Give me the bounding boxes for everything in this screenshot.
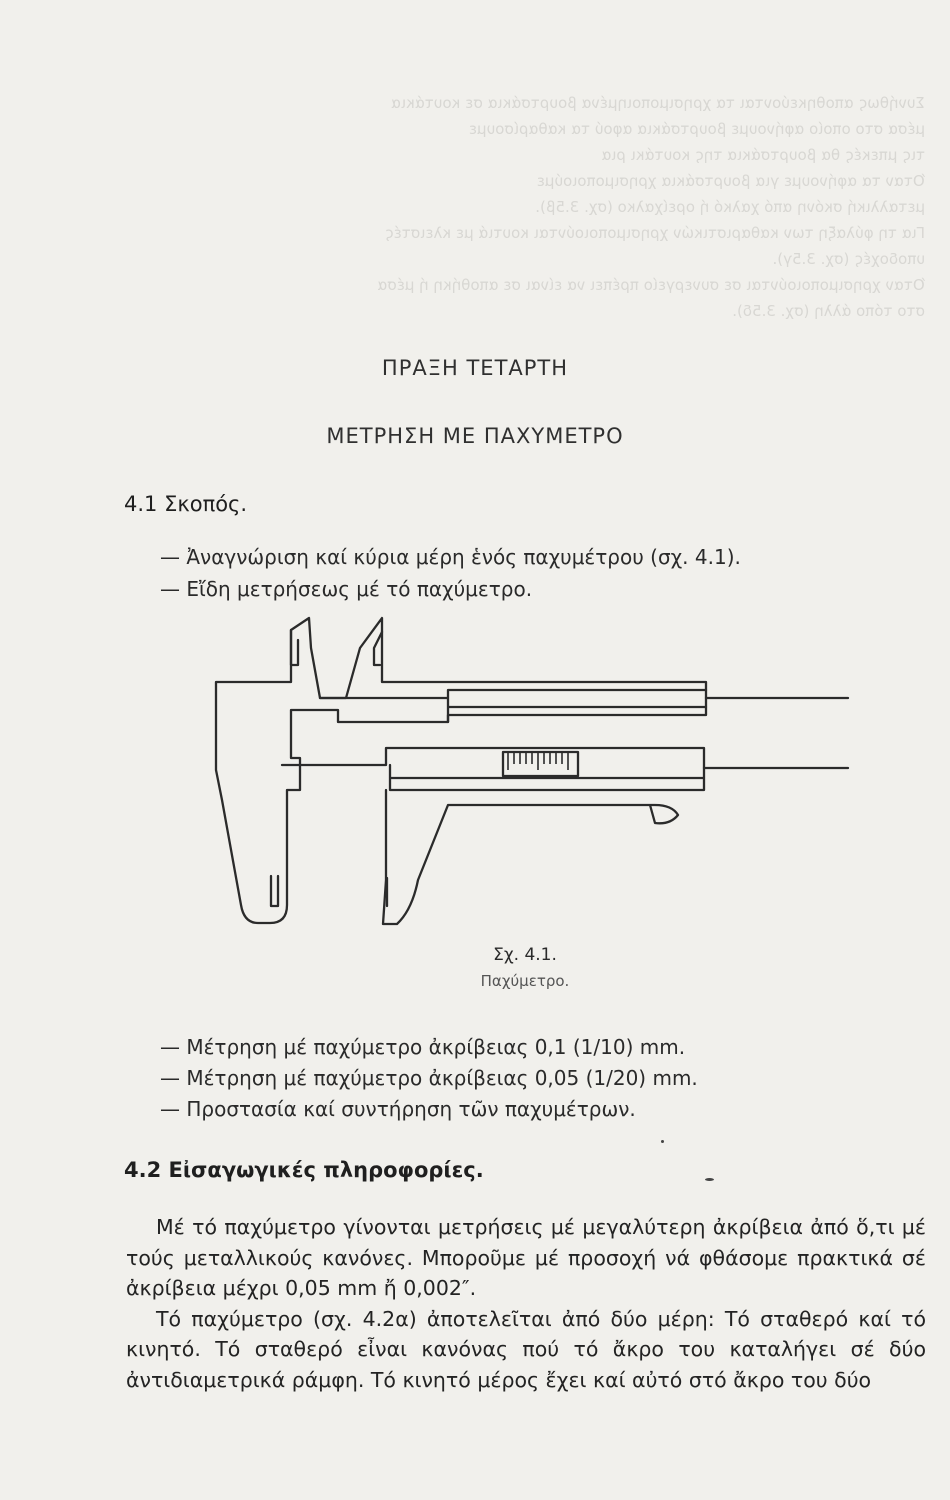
practice-title: ΠΡΑΞΗ ΤΕΤΑΡΤΗ [381,356,569,380]
fixed-jaw-frame [216,618,706,923]
bleed-line: Για τη φύλαξη των καθαριστικών χρησιμοποιούνται κουτιά με κλειστές [384,224,925,242]
sliding-lower-jaw [383,790,678,924]
section-2-title: 4.2 Εἰσαγωγικές πληροφορίες. [124,1158,484,1182]
section-1-title: 4.1 Σκοπός. [124,492,248,516]
bleed-line: Όταν χρησιμοποιούνται σε συνεργείο πρέπει να είναι σε αποθήκη ή μέσα [377,276,925,294]
scan-speck [661,1140,664,1143]
bleed-line: μεταλλική σκόνη από χαλκό ή ορείχαλκο (σχ. 3.5β). [535,198,925,216]
purpose-bullet: — Μέτρηση μέ παχύμετρο ἀκρίβειας 0,05 (1/20) mm. [160,1066,698,1090]
purpose-bullet: — Ἀναγνώριση καί κύρια μέρη ἑνός παχυμέτρου (σχ. 4.1). [160,545,741,569]
scan-speck [705,1178,714,1181]
main-beam-rail [320,690,706,722]
bleed-line: Όταν τα αφήνουμε για βουρτσάκια χρησιμοποιούμε [536,172,925,190]
sliding-body [282,748,704,790]
moving-jaw-tip [374,632,382,665]
bleed-line: τις μπεκές θα βουρτσάκια της κουτάκι ρια [601,146,925,164]
figure-caption: Παχύμετρο. [480,972,570,990]
practice-subtitle: ΜΕΤΡΗΣΗ ΜΕ ΠΑΧΥΜΕΤΡΟ [326,424,624,448]
purpose-bullet: — Εἴδη μετρήσεως μέ τό παχύμετρο. [160,577,533,601]
bleed-line: στο τόπο άλλη (σχ. 3.5δ). [732,302,925,320]
outside-jaw-tip [291,630,298,665]
caliper-diagram [0,600,950,945]
intro-text [126,1212,926,1395]
paragraph: Τό παχύμετρο (σχ. 4.2α) ἀποτελεῖται ἀπό δύο μέρη: Τό σταθερό καί τό κινητό. Τό σταθερό εἶναι κανόνας πού τό ἄκρο του καταλήγει σέ δύο ἀντιδιαμετρικά ράμφη. Τό κινητό μέρος ἔχει καί αὐτό στό ἄκρο του δύο [126,1306,926,1392]
fixed-jaw-mark [271,876,278,906]
purpose-bullet: — Μέτρηση μέ παχύμετρο ἀκρίβειας 0,1 (1/10) mm. [160,1035,686,1059]
bleed-line: Συνήθως αποθηκεύονται τα χρησιμοποιημένα βουρτσάκια σε κουτάκια [391,94,925,112]
paragraph: Μέ τό παχύμετρο γίνονται μετρήσεις μέ μεγαλύτερη ἀκρίβεια ἀπό ὅ,τι μέ τούς μεταλλικούς κανόνες. Μποροῦμε μέ προσοχή νά φθάσομε πρακτικά σέ ἀκρίβεια μέχρι 0,05 mm ἤ 0,002″. [126,1215,926,1300]
bleed-line: μέσα στο οποίο αφήνουμε βουρτσάκια αφού τα καθαρίσουμε [468,120,925,138]
vernier-ticks [508,752,568,770]
purpose-bullet: — Προστασία καί συντήρηση τῶν παχυμέτρων. [160,1097,636,1121]
bleed-through-text [125,90,925,324]
bleed-line: υποδοχές (σχ. 3.5γ). [772,250,925,268]
figure-number: Σχ. 4.1. [493,945,557,965]
